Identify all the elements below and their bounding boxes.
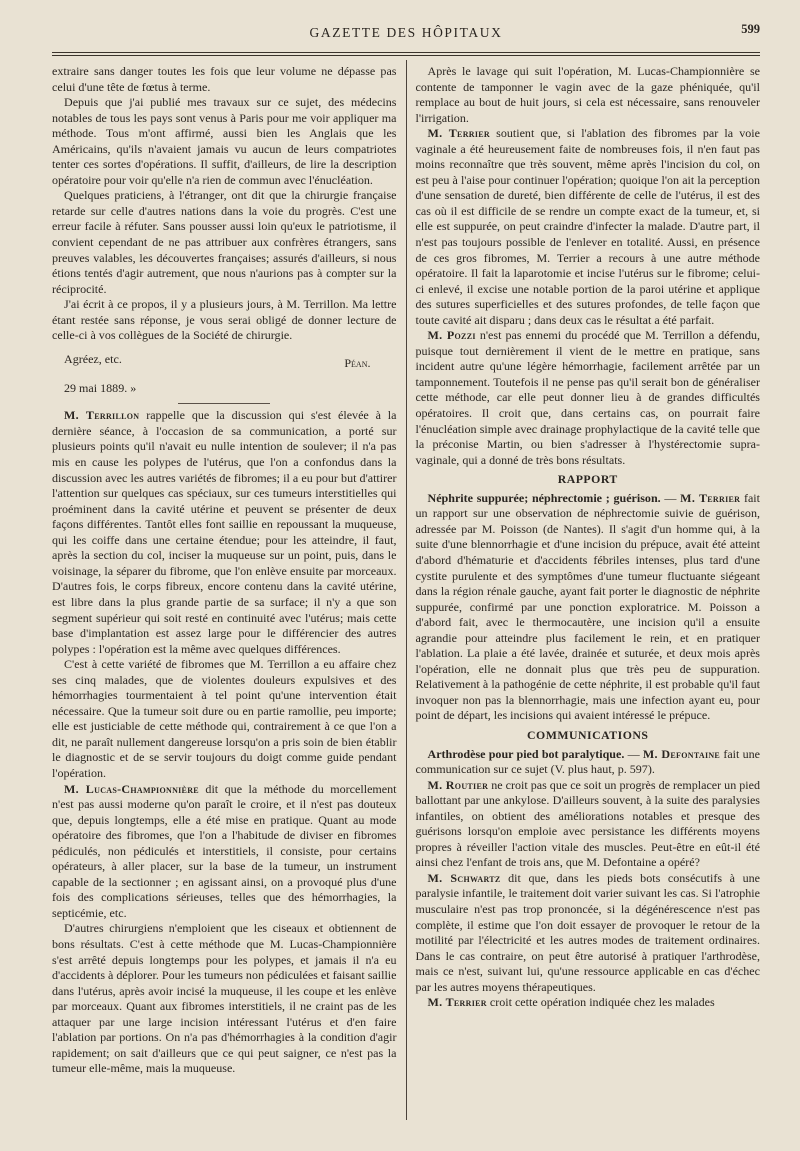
paragraph-rapport bbox=[416, 491, 761, 724]
speaker-text: dit que la méthode du morcellement n'est pas aussi moderne qu'on paraît le croire, et il n'est pas douteux que, depuis longtemps, elle a été mise en pratique. Quant au mode opératoire des fibromes, que l'on a l'habitude de diviser en fibromes pédiculés, non pédiculés et interstitiels, il consiste, pour certains opérateurs, à aller placer, sur la base de la tumeur, un instrument capable de la sectionner ; en agissant ainsi, on a provoqué plus d'une fois des complications sérieuses, telles que des hémorrhagies, la septicémie, etc. bbox=[52, 781, 397, 920]
text-columns bbox=[52, 60, 760, 1120]
paragraph: J'ai écrit à ce propos, il y a plusieurs jours, à M. Terrillon. Ma lettre étant restée sans réponse, je vous serai obligé de donner lecture de celle-ci à vos collègues de la Société de chirurgie. bbox=[52, 297, 397, 343]
letter-signature: Péan. bbox=[344, 355, 371, 370]
section-heading-rapport: RAPPORT bbox=[557, 472, 618, 487]
speaker-text: dit que, dans les pieds bots consécutifs à une paralysie infantile, le traitement doit varier suivant les cas. Si l'atrophie musculaire n'est pas trop prononcée, si la dégénérescence n'est pas complète, il estime que l'on doit essayer de provoquer le retour de la motilité par l'électricité et les autres modes de traitement ordinaires. Dans le cas contraire, on peut être autorisé à pratiquer l'arthrodèse, mais ce n'est, suivant lui, qu'une ressource applicable en cas d'échec par les autres moyens thérapeutiques. bbox=[415, 870, 760, 994]
page-header bbox=[52, 22, 760, 46]
paragraph-terrillon bbox=[52, 408, 397, 657]
paragraph-pozzi bbox=[416, 328, 761, 468]
letter-signature-line bbox=[52, 344, 397, 375]
paragraph-terrier bbox=[416, 126, 761, 328]
speaker-text: fait une communication sur ce sujet (V. plus haut, p. 597). bbox=[415, 746, 760, 777]
speaker-text: croit cette opération indiquée chez les malades bbox=[489, 995, 715, 1010]
paragraph: C'est à cette variété de fibromes que M. Terrillon a eu affaire chez ses cinq malades, que de violentes douleurs expulsives et des hémorrhagies tourmentaient à tel point qu'une intervention était nécessaire. Que la tumeur soit dure ou en partie ramollie, peu importe; elle est justiciable de cette méthode qui, contrairement à ce que l'on a dit, ne paraît nullement dangereuse lorsqu'on a pris soin de bien établir le diagnostic et de se servir toujours du doigt comme guide pendant l'opération. bbox=[52, 657, 397, 780]
item-title: Arthrodèse pour pied bot paralytique. bbox=[427, 746, 625, 761]
speaker-name: M. Schwartz bbox=[427, 870, 501, 885]
speaker-name: M. Defontaine bbox=[642, 746, 721, 761]
journal-title: GAZETTE DES HÔPITAUX bbox=[309, 25, 503, 40]
paragraph-communication bbox=[416, 747, 761, 778]
right-column bbox=[407, 60, 761, 1120]
speaker-text: ne croit pas que ce soit un progrès de remplacer un pied ballottant par une ankylose. D'ailleurs souvent, à la suite des paralysies infantiles, on obtient des améliorations notables et presque des guérisons lorsqu'on emploie avec persistance les différents moyens propres à réveiller l'action vitale des muscles. Peut-être en eût-il été ainsi chez l'enfant de trois ans, que M. Defontaine a opéré? bbox=[415, 777, 760, 870]
speaker-text: rappelle que la discussion qui s'est élevée à la dernière séance, à l'occasion de sa communication, a porté sur plusieurs points qu'il n'avait eu nulle intention de soulever; il n'a pas mis en cause les polypes de l'utérus, que l'on a confondus dans la discussion avec les autres variétés de fibromes; il a eu pour but d'attirer l'attention sur quelques cas spéciaux, sur ces tumeurs interstitielles qui proéminent dans la cavité utérine et peuvent se présenter de deux façons différentes. Tantôt elles font saillie en repoussant la muqueuse, qui les coiffe dans une certaine étendue; pour les atteindre, il faut, après la section du col, inciser la muqueuse sur un point, puis, dans le voisinage, la séparer du fibrome, que l'on enlève ensuite par morceaux. D'autres fois, le corps fibreux, encore contenu dans la cavité utérine, est libre dans la plus grande partie de sa surface; il n'y a que son segment supérieur qui soit resté en continuité avec l'utérus; mais cette base d'implantation est assez large pour le différencier des autres polypes : l'opération est la même avec quelques différences. bbox=[52, 408, 397, 656]
paragraph: D'autres chirurgiens n'emploient que les ciseaux et obtiennent de bons résultats. C'est à cette méthode que M. Lucas-Championnière s'est arrêté depuis longtemps pour les polypes, et jamais il n'a eu d'accidents à déplorer. Pour les tumeurs non pédiculées et faisant saillie dans l'utérus, après avoir incisé la muqueuse, il les coupe et les enlève par morceaux. Quant aux fibromes interstitiels, il ne craint pas de les attaquer par une large incision intéressant l'utérus et d'en faire l'ablation par portions. On n'a pas d'hémorrhagies à la condition d'agir rapidement; on sait d'ailleurs que ce qui peut saigner, ce n'est pas la tumeur elle-même, mais la muqueuse. bbox=[52, 921, 397, 1076]
speaker-name: M. Routier bbox=[427, 777, 489, 792]
separator-rule bbox=[178, 403, 270, 404]
paragraph-schwartz bbox=[416, 871, 761, 995]
section-heading-communications: COMMUNICATIONS bbox=[527, 727, 649, 742]
paragraph-terrier-2 bbox=[416, 995, 761, 1011]
speaker-text: fait un rapport sur une observation de néphrectomie suivie de guérison, adressée par M. Poisson (de Nantes). Il s'agit d'un homme qui, à la suite d'une blennorrhagie et d'une incision du prépuce, avait été atteint d'abord d'hématurie et d'accidents fébriles intenses, plus tard d'une cystite purulente et des symptômes d'une tumeur fluctuante siégeant dans la région rénale gauche, ayant fait porter le diagnostic de néphrite suppurée, confirmé par une ponction exploratrice. M. Poisson a d'abord fait, avec le thermocautère, une incision qu'il a ensuite agrandie pour atteindre plus facilement le rein, et en pratiquer l'ablation. La plaie a été lavée, drainée et suturée, et deux mois après l'opération, elle ne donnait plus que très peu de suppuration. Relativement à la pathogénie de cette néphrite, il est probable qu'il faut invoquer non pas la blennorrhagie, mais une infection ayant eu, pour point de départ, les incisions qui avaient intéressé le prépuce. bbox=[415, 490, 760, 723]
page-number: 599 bbox=[741, 22, 760, 36]
paragraph: extraire sans danger toutes les fois que leur volume ne dépasse pas celui d'une tête de fœtus à terme. bbox=[52, 64, 397, 94]
dash: — bbox=[624, 746, 643, 761]
paragraph-lucas bbox=[52, 782, 397, 922]
letter-closing: Agréez, etc. bbox=[64, 351, 122, 366]
speaker-name: M. Lucas-Championnière bbox=[64, 781, 199, 796]
paragraph: Après le lavage qui suit l'opération, M. Lucas-Championnière se contente de tamponner le vagin avec de la gaze phéniquée, qu'il remplace au bout de huit jours, si cela est nécessaire, sans renouveler l'irrigation. bbox=[415, 64, 760, 125]
speaker-name: M. Pozzi bbox=[427, 328, 476, 343]
speaker-name: M. Terrier bbox=[427, 126, 490, 141]
paragraph: Depuis que j'ai publié mes travaux sur ce sujet, des médecins notables de tous les pays sont venus à Paris pour me voir appliquer ma méthode. Tous m'ont affirmé, aussi bien les Anglais que les Américains, qu'ils n'avaient jamais vu aucun de leurs compatriotes tenter ces sortes d'opérations. Il suffit, d'ailleurs, de lire la description opératoire pour voir qu'elle n'a rien de commun avec l'énucléation. bbox=[52, 95, 397, 187]
paragraph-routier bbox=[416, 778, 761, 871]
speaker-text: n'est pas ennemi du procédé que M. Terrillon a défendu, puisque tout dernièrement il vient de le mettre en pratique, sans incident autre qu'une légère hémorrhagie, facilement arrêtée par un tamponnement. Toutefois il ne pense pas qu'il serait bon de généraliser cette méthode, car elle peut donner lieu à de grandes difficultés opératoires. Il croit que, dans certains cas, on pourrait faire l'énucléation simple avec drainage prophylactique de la cavité telle que la préconise Martin, ou bien s'adresser à l'hystérectomie supra-vaginale, qui a donné de très bons résultats. bbox=[415, 328, 760, 467]
paragraph: Quelques praticiens, à l'étranger, ont dit que la chirurgie française retarde sur celle d'autres nations dans la voie du progrès. C'est une erreur facile à réfuter. Sans pousser aussi loin qu'eux le patriotisme, il convient cependant de ne pas attribuer aux confrères étrangers, sans preuves valables, les découvertes françaises; assurés d'ailleurs, si nous étions tentés d'agir autrement, que nous n'aurions pas à compter sur la réciprocité. bbox=[52, 188, 397, 296]
speaker-name: M. Terrillon bbox=[64, 408, 140, 423]
speaker-name: M. Terrier bbox=[427, 995, 487, 1010]
left-column bbox=[52, 60, 406, 1120]
item-title: Néphrite suppurée; néphrectomie ; guérison. bbox=[427, 490, 661, 505]
letter-date: 29 mai 1889. » bbox=[64, 380, 137, 395]
speaker-name: M. Terrier bbox=[680, 490, 741, 505]
header-rule bbox=[52, 52, 760, 56]
dash: — bbox=[660, 490, 681, 505]
speaker-text: soutient que, si l'ablation des fibromes par la voie vaginale a été heureusement faite de nombreuses fois, il n'en faut pas moins reconnaître que très souvent, même après l'incision du col, on est peu à l'aise pour continuer l'opération; quoique l'on ait la perception d'une sensation de dureté, bien différente de celle de l'utérus, il est des cas où il est difficile de se rendre un compte exact de la tumeur, et, si elle est suppurée, on peut craindre d'infecter la malade. D'autre part, il n'est pas toujours possible de l'enlever en totalité. Aussi, en présence de ces gros fibromes, M. Terrier a recours à une autre méthode opératoire. Il fait la laparotomie et incise l'utérus sur le fibrome; celui-ci enlevé, il excise une notable portion de la paroi utérine et applique des sutures superficielles et des sutures profondes, de telle façon que toute cavité ait disparu ; dans deux cas le résultat a été parfait. bbox=[415, 126, 760, 327]
